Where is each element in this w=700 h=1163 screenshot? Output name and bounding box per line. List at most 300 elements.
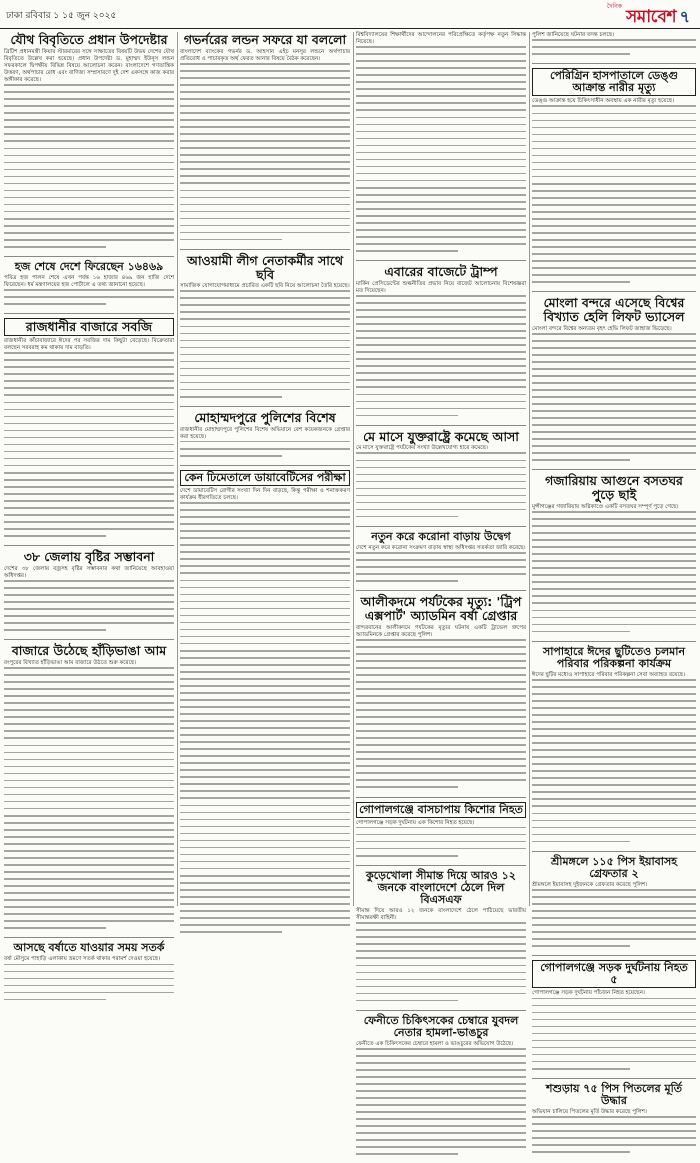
text-line xyxy=(532,511,696,513)
text-line xyxy=(4,112,174,114)
story-headline: কেন ঢিমেতালে ডায়াবেটিসের পরীক্ষা xyxy=(180,470,350,486)
news-story xyxy=(532,296,696,470)
text-filler xyxy=(532,679,696,842)
text-line xyxy=(356,166,526,168)
text-line xyxy=(180,847,350,849)
text-line xyxy=(180,727,350,729)
text-line xyxy=(532,1047,696,1049)
text-filler xyxy=(356,922,526,1001)
text-line xyxy=(356,765,526,767)
text-line xyxy=(532,127,696,129)
text-line xyxy=(180,650,350,652)
text-line xyxy=(356,841,526,843)
text-line xyxy=(4,366,174,368)
text-line xyxy=(532,595,696,597)
text-filler xyxy=(532,1116,696,1153)
news-story xyxy=(4,261,174,314)
news-story xyxy=(532,474,696,641)
text-line xyxy=(532,1068,630,1070)
news-story xyxy=(356,531,526,591)
text-line xyxy=(356,394,526,396)
text-line xyxy=(180,368,350,370)
text-line xyxy=(4,486,174,488)
text-line xyxy=(4,140,174,142)
text-line xyxy=(356,1146,526,1148)
text-line xyxy=(180,580,350,582)
text-line xyxy=(180,875,350,877)
story-body: গোপালগঞ্জে সড়ক দুর্ঘটনায় পাঁচজন নিহত হয়েছেন। xyxy=(532,990,645,997)
text-line xyxy=(356,1000,458,1002)
story-body: দেশে নতুন করে করোনা সংক্রমণ বাড়ায় স্বাস্থ্য অধিদপ্তর সতর্কতা জারি করেছে। xyxy=(356,544,526,551)
text-filler xyxy=(180,441,350,457)
story-headline: যৌথ বিবৃতিতে প্রধান উপদেষ্টার xyxy=(10,32,168,47)
text-line xyxy=(532,361,696,363)
text-line xyxy=(532,459,630,461)
text-line xyxy=(4,239,174,241)
text-line xyxy=(4,380,174,382)
text-line xyxy=(180,931,282,933)
text-line xyxy=(180,594,350,596)
story-body: শ্রীমঙ্গলে ইয়াবাসহ দুইজনকে গ্রেফতার করেছে পুলিশ। xyxy=(532,881,648,888)
text-line xyxy=(532,917,696,919)
text-line xyxy=(180,706,350,708)
text-line xyxy=(4,787,174,789)
text-line xyxy=(356,855,458,857)
text-line xyxy=(4,197,174,199)
text-line xyxy=(4,688,174,690)
text-line xyxy=(356,681,526,683)
text-line xyxy=(180,678,350,680)
text-line xyxy=(356,667,526,669)
text-line xyxy=(180,565,350,567)
text-line xyxy=(356,316,526,318)
text-line xyxy=(532,518,696,520)
text-line xyxy=(356,979,526,981)
text-line xyxy=(180,783,350,785)
text-line xyxy=(4,892,174,894)
text-filler xyxy=(4,667,174,929)
text-line xyxy=(180,629,350,631)
text-line xyxy=(4,709,174,711)
news-story xyxy=(532,1083,696,1161)
text-line xyxy=(356,1139,526,1141)
text-line xyxy=(356,993,526,995)
text-line xyxy=(532,532,696,534)
text-line xyxy=(532,389,696,391)
text-line xyxy=(532,1130,696,1132)
text-line xyxy=(532,938,696,940)
text-line xyxy=(180,375,350,377)
news-story xyxy=(356,1015,526,1163)
text-line xyxy=(532,190,696,192)
text-line xyxy=(356,965,526,967)
story-headline: আসছে বর্ষাতে যাওয়ার সময় সতর্ক xyxy=(13,941,165,955)
text-line xyxy=(532,431,696,433)
text-line xyxy=(532,253,696,255)
text-line xyxy=(356,1125,526,1127)
text-line xyxy=(532,1012,696,1014)
text-line xyxy=(356,1132,526,1134)
text-line xyxy=(4,423,174,425)
text-line xyxy=(532,910,696,912)
news-story xyxy=(356,595,526,797)
text-line xyxy=(4,801,174,803)
text-line xyxy=(4,843,174,845)
text-line xyxy=(532,105,696,107)
text-line xyxy=(180,601,350,603)
text-line xyxy=(4,183,174,185)
text-line xyxy=(356,358,526,360)
text-line xyxy=(180,361,350,363)
text-line xyxy=(356,674,526,676)
text-line xyxy=(180,854,350,856)
text-line xyxy=(356,1097,526,1099)
text-line xyxy=(356,950,526,952)
story-headline: এবারের বাজেটে ট্রাম্প xyxy=(384,264,498,280)
text-line xyxy=(4,629,106,631)
text-line xyxy=(532,410,696,412)
text-line xyxy=(4,992,174,994)
text-line xyxy=(4,394,174,396)
text-line xyxy=(180,509,350,511)
text-line xyxy=(532,1137,696,1139)
text-line xyxy=(4,702,174,704)
text-line xyxy=(532,403,696,405)
text-line xyxy=(180,790,350,792)
text-line xyxy=(356,53,526,55)
text-line xyxy=(356,408,526,410)
text-line xyxy=(4,864,174,866)
story-headline: সাপাহারে ঈদের ছুটিতেও চলমান পরিবার পরিকল্পনা কার্যক্রম xyxy=(542,644,686,670)
text-line xyxy=(4,493,174,495)
text-line xyxy=(180,161,350,163)
text-line xyxy=(356,67,526,69)
text-filler xyxy=(532,333,696,461)
story-body: দেশে ডায়াবেটিস রোগীর সংখ্যা দিন দিন বাড়ছে, কিন্তু পরীক্ষা ও শনাক্তকরণ কার্যক্রম ধীরগতিতে চলছে। xyxy=(180,487,350,502)
text-line xyxy=(532,841,630,843)
news-story xyxy=(180,33,350,250)
text-line xyxy=(4,289,174,291)
text-line xyxy=(356,452,526,454)
text-line xyxy=(532,438,696,440)
text-line xyxy=(532,798,696,800)
text-line xyxy=(4,681,174,683)
text-line xyxy=(356,509,526,511)
text-line xyxy=(356,236,526,238)
story-headline: রাজধানীর বাজারে সবজি xyxy=(4,318,174,336)
story-headline: বাজারে উঠেছে হাঁড়িভাঙা আম xyxy=(11,643,167,659)
text-line xyxy=(356,957,526,959)
text-line xyxy=(4,458,174,460)
text-line xyxy=(356,351,526,353)
text-line xyxy=(4,105,174,107)
text-line xyxy=(356,653,526,655)
text-line xyxy=(4,836,174,838)
text-line xyxy=(4,723,174,725)
text-line xyxy=(532,805,696,807)
text-line xyxy=(356,1083,526,1085)
text-line xyxy=(180,861,350,863)
text-line xyxy=(180,516,350,518)
text-line xyxy=(532,155,696,157)
text-line xyxy=(356,117,526,119)
text-line xyxy=(532,721,696,723)
text-line xyxy=(356,1062,526,1064)
text-line xyxy=(4,899,174,901)
text-line xyxy=(4,587,174,589)
text-line xyxy=(532,791,696,793)
text-line xyxy=(532,274,696,276)
column-rule xyxy=(353,32,354,906)
text-line xyxy=(4,759,174,761)
text-line xyxy=(180,622,350,624)
text-line xyxy=(532,1144,696,1146)
text-filler xyxy=(356,295,526,416)
text-line xyxy=(4,409,174,411)
text-filler xyxy=(4,352,174,537)
text-line xyxy=(356,323,526,325)
text-line xyxy=(532,340,696,342)
text-line xyxy=(180,354,350,356)
text-line xyxy=(180,311,350,313)
text-line xyxy=(4,815,174,817)
text-line xyxy=(4,148,174,150)
text-line xyxy=(4,978,174,980)
text-line xyxy=(532,1019,696,1021)
text-line xyxy=(532,347,696,349)
story-body: বান্দরবানের আলীকদমে পর্যটকের মৃত্যুর ঘটনায় একটি ট্রাভেল গ্রুপের অ্যাডমিনকে গ্রেপ্তার করেছে পুলিশ। xyxy=(356,624,526,638)
text-line xyxy=(180,664,350,666)
text-line xyxy=(180,84,350,86)
text-line xyxy=(356,124,526,126)
text-line xyxy=(4,465,174,467)
news-story xyxy=(356,802,526,866)
text-line xyxy=(180,218,350,220)
text-line xyxy=(180,126,350,128)
text-line xyxy=(356,215,526,217)
text-line xyxy=(4,296,174,298)
text-line xyxy=(356,460,526,462)
text-line xyxy=(4,451,174,453)
text-line xyxy=(532,924,696,926)
text-line xyxy=(4,716,174,718)
text-line xyxy=(4,695,174,697)
text-line xyxy=(180,537,350,539)
text-line xyxy=(532,889,696,891)
text-line xyxy=(180,396,282,398)
text-line xyxy=(180,63,350,65)
text-filler xyxy=(180,63,350,240)
story-headline: গোপালগঞ্জে বাসচাপায় কিশোর নিহত xyxy=(356,802,526,818)
text-line xyxy=(356,60,526,62)
text-line xyxy=(532,148,696,150)
story-headline: হজ শেষে দেশে ফিরেছেন ১৬৪৬৯ xyxy=(14,259,164,273)
text-filler xyxy=(532,889,696,947)
text-line xyxy=(532,424,696,426)
text-line xyxy=(180,340,350,342)
text-line xyxy=(4,913,174,915)
text-line xyxy=(356,159,526,161)
text-line xyxy=(4,352,174,354)
text-line xyxy=(356,152,526,154)
text-line xyxy=(4,119,174,121)
text-line xyxy=(180,175,350,177)
text-line xyxy=(4,674,174,676)
story-headline: আলীকদমে পর্যটকের মৃত্যু: 'ট্রিপ এক্সপার্ট' অ্যাডমিন বর্ষা গ্রেপ্তার xyxy=(360,594,522,623)
text-line xyxy=(532,260,696,262)
text-line xyxy=(532,1026,696,1028)
text-line xyxy=(4,472,174,474)
story-body: দেশের ৩৮ জেলায় বজ্রসহ বৃষ্টির সম্ভাবনার কথা জানিয়েছে আবহাওয়া অধিদপ্তর। xyxy=(4,565,174,579)
text-line xyxy=(356,827,526,829)
text-line xyxy=(356,1090,526,1092)
text-line xyxy=(4,927,106,929)
text-filler xyxy=(532,998,696,1070)
text-line xyxy=(4,232,174,234)
news-story xyxy=(532,960,696,1079)
text-line xyxy=(356,660,526,662)
text-line xyxy=(532,169,696,171)
text-line xyxy=(532,218,696,220)
story-body: পবিত্র হজ পালন শেষে এখন পর্যন্ত ১৬ হাজার ৪৬৯ জন হাজি দেশে ফিরেছেন। ধর্ম মন্ত্রণালয়ের হজ পোর্টালে এ তথ্য জানানো হয়েছে। xyxy=(4,275,174,289)
text-line xyxy=(532,452,696,454)
text-line xyxy=(4,507,174,509)
story-body: বাংলাদেশ ব্যাংকের গভর্নর ড. আহসান এইচ মনসুর লন্ডনে অর্থপাচার প্রতিরোধ ও পাচারকৃত অর্থ ফেরত আনার বিষয়ে বৈঠক করেছেন। xyxy=(180,48,350,62)
text-line xyxy=(180,608,350,610)
text-line xyxy=(356,180,526,182)
story-body: বর্ষা মৌসুমে পাহাড়ি এলাকায় ভ্রমণে সতর্ক থাকার পরামর্শ দেওয়া হয়েছে। xyxy=(4,956,161,963)
text-line xyxy=(180,70,350,72)
text-line xyxy=(4,416,174,418)
text-filler xyxy=(4,964,174,1001)
text-line xyxy=(532,770,696,772)
text-line xyxy=(356,730,526,732)
text-line xyxy=(532,560,696,562)
story-headline: গভর্নরের লন্ডন সফরে যা বললো xyxy=(183,32,347,47)
text-line xyxy=(532,998,696,1000)
text-line xyxy=(532,714,696,716)
text-line xyxy=(532,756,696,758)
text-line xyxy=(4,91,174,93)
text-line xyxy=(180,544,350,546)
text-line xyxy=(4,373,174,375)
text-line xyxy=(356,1118,526,1120)
text-line xyxy=(356,751,526,753)
text-line xyxy=(356,566,526,568)
text-line xyxy=(356,922,526,924)
news-story xyxy=(356,32,526,261)
text-line xyxy=(532,333,696,335)
text-line xyxy=(180,389,350,391)
text-line xyxy=(532,211,696,213)
text-line xyxy=(180,734,350,736)
text-line xyxy=(4,730,174,732)
text-line xyxy=(532,834,696,836)
text-line xyxy=(180,347,350,349)
text-line xyxy=(356,702,526,704)
text-line xyxy=(180,671,350,673)
text-line xyxy=(4,528,174,530)
text-line xyxy=(4,84,174,86)
text-filler xyxy=(356,552,526,582)
text-line xyxy=(532,525,696,527)
text-line xyxy=(532,1033,696,1035)
text-line xyxy=(180,558,350,560)
text-filler xyxy=(532,511,696,632)
text-line xyxy=(4,594,174,596)
text-line xyxy=(356,74,526,76)
text-line xyxy=(356,695,526,697)
story-body: ঈদের ছুটির মধ্যেও সাপাহারে পরিবার পরিকল্পনা সেবা অব্যাহত রয়েছে। xyxy=(532,671,686,678)
news-story xyxy=(180,470,350,941)
text-line xyxy=(180,168,350,170)
text-line xyxy=(4,430,174,432)
text-line xyxy=(532,749,696,751)
text-line xyxy=(180,441,350,443)
text-line xyxy=(356,222,526,224)
text-line xyxy=(532,820,696,822)
text-line xyxy=(356,716,526,718)
text-line xyxy=(532,896,696,898)
text-line xyxy=(532,742,696,744)
story-body: ফেনীতে এক চিকিৎসকের চেম্বারে হামলা ও ভাঙচুরের অভিযোগ উঠেছে। xyxy=(356,1040,514,1047)
text-line xyxy=(356,131,526,133)
text-line xyxy=(4,211,174,213)
text-line xyxy=(532,176,696,178)
story-headline: গোপালগঞ্জে সড়ক দুর্ঘটনায় নিহত ৫ xyxy=(532,960,696,988)
text-line xyxy=(356,250,458,252)
text-line xyxy=(180,448,350,450)
text-line xyxy=(532,1054,696,1056)
story-body: পুলিশ জানিয়েছে ঘটনার তদন্ত চলছে। xyxy=(532,32,614,38)
text-line xyxy=(4,190,174,192)
text-line xyxy=(532,204,696,206)
text-line xyxy=(532,1151,630,1153)
text-line xyxy=(4,479,174,481)
text-line xyxy=(356,229,526,231)
text-line xyxy=(4,437,174,439)
text-line xyxy=(356,194,526,196)
text-line xyxy=(4,218,174,220)
text-line xyxy=(356,786,458,788)
text-line xyxy=(356,415,458,417)
text-line xyxy=(532,679,696,681)
text-line xyxy=(532,931,696,933)
text-line xyxy=(356,145,526,147)
text-line xyxy=(356,1048,526,1050)
text-line xyxy=(180,868,350,870)
text-line xyxy=(532,813,696,815)
text-line xyxy=(532,707,696,709)
text-line xyxy=(4,667,174,669)
text-line xyxy=(4,535,106,537)
text-line xyxy=(180,720,350,722)
text-line xyxy=(532,602,696,604)
text-line xyxy=(532,368,696,370)
text-line xyxy=(4,162,174,164)
news-story xyxy=(532,32,696,64)
text-line xyxy=(4,521,174,523)
text-line xyxy=(180,776,350,778)
text-line xyxy=(4,857,174,859)
text-line xyxy=(4,878,174,880)
story-headline: পেরিগ্রিন হাসপাতালে ডেঙ্গু আক্রান্ত নারীর মৃত্যু xyxy=(532,68,696,96)
text-line xyxy=(180,225,350,227)
text-line xyxy=(532,784,696,786)
news-column-1 xyxy=(4,32,174,963)
text-line xyxy=(180,910,350,912)
text-line xyxy=(356,737,526,739)
